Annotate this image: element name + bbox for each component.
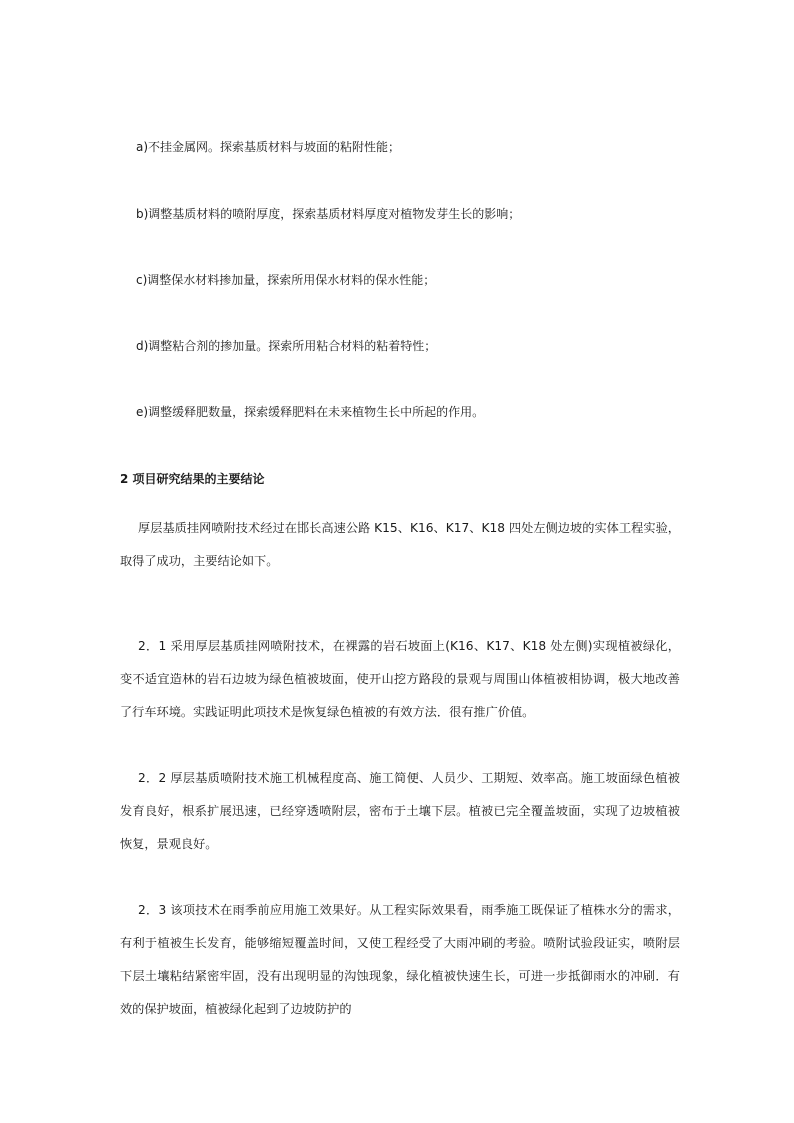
conclusion-2-1: 2．1 采用厚层基质挂网喷附技术，在裸露的岩石坡面上(K16、K17、K18 处左侧)实现植被绿化，变不适宜造林的岩石边坡为绿色植被坡面，使开山挖方路段的景观与周围山体植被相协调，极大地改善了行车环境。实践证明此项技术是恢复绿色植被的有效方法．很有推广价值。 xyxy=(120,639,680,719)
conclusion-2-3: 2．3 该项技术在雨季前应用施工效果好。从工程实际效果看，雨季施工既保证了植株水分的需求，有利于植被生长发育，能够缩短覆盖时间，又使工程经受了大雨冲刷的考验。喷附试验段证实，喷附层下层土壤粘结紧密牢固，没有出现明显的沟蚀现象，绿化植被快速生长，可进一步抵御雨水的冲刷．有效的保护坡面，植被绿化起到了边坡防护的 xyxy=(120,903,680,1016)
test-item-e: e)调整缓释肥数量，探索缓释肥料在未来植物生长中所起的作用。 xyxy=(136,405,485,419)
test-item-b: b)调整基质材料的喷附厚度，探索基质材料厚度对植物发芽生长的影响； xyxy=(136,207,521,221)
test-item-d: d)调整粘合剂的掺加量。探索所用粘合材料的粘着特性； xyxy=(136,339,437,353)
test-item-a: a)不挂金属网。探索基质材料与坡面的粘附性能； xyxy=(136,140,401,154)
section-heading: 2 项目研究结果的主要结论 xyxy=(120,472,265,486)
conclusion-2-2: 2．2 厚层基质喷附技术施工机械程度高、施工简便、人员少、工期短、效率高。施工坡面绿色植被发育良好，根系扩展迅速，已经穿透喷附层，密布于土壤下层。植被已完全覆盖坡面，实现了边坡植被恢复，景观良好。 xyxy=(120,771,680,851)
intro-paragraph: 厚层基质挂网喷附技术经过在邯长高速公路 K15、K16、K17、K18 四处左侧边坡的实体工程实验，取得了成功，主要结论如下。 xyxy=(120,521,680,568)
test-item-c: c)调整保水材料掺加量，探索所用保水材料的保水性能； xyxy=(136,273,436,287)
